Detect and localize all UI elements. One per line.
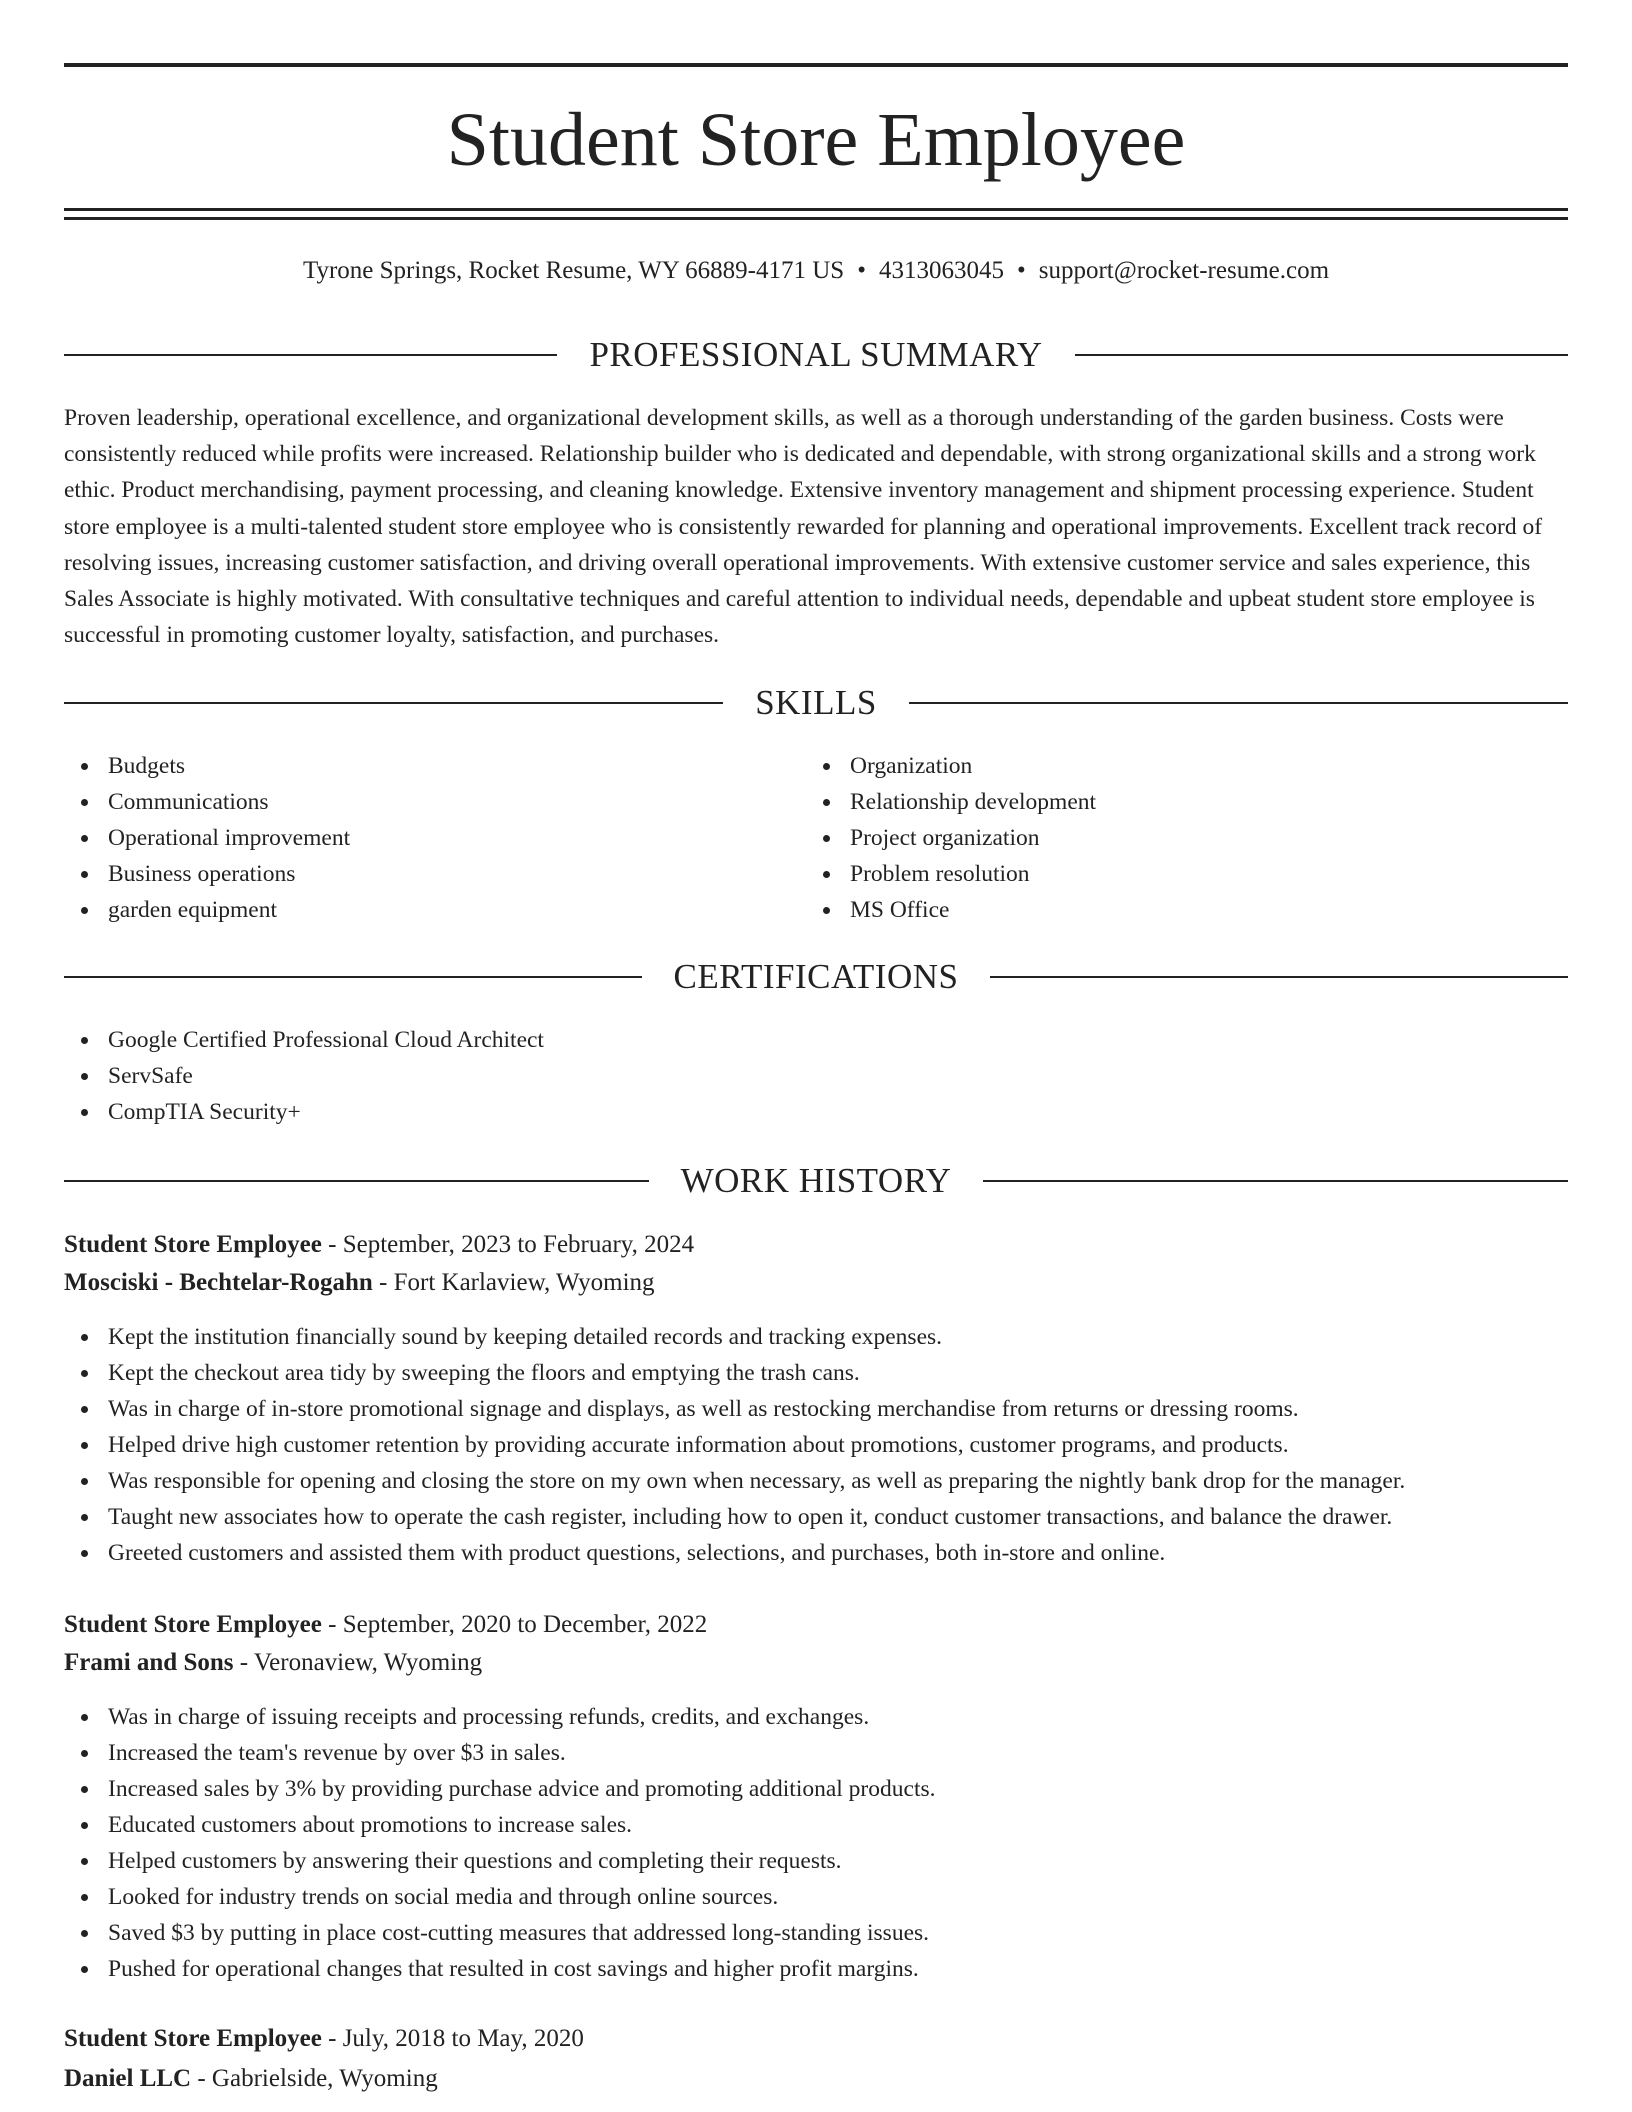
job-title: Student Store Employee	[64, 1231, 322, 1258]
section-title: PROFESSIONAL SUMMARY	[589, 335, 1043, 374]
title-double-rule	[64, 208, 1568, 220]
certifications-list	[64, 1022, 1568, 1130]
contact-phone: 4313063045	[878, 257, 1004, 284]
skills-list-right	[806, 748, 1506, 928]
job-duties-list	[64, 1319, 1568, 1571]
section-heading-certifications	[64, 955, 1568, 999]
list-item: Problem resolution	[806, 856, 1506, 892]
section-heading-summary	[64, 333, 1568, 377]
certifications-block	[64, 1022, 1568, 1130]
job-duties	[64, 1699, 1568, 1987]
top-rule	[64, 63, 1568, 67]
job-title-line	[64, 1607, 1568, 1643]
list-item: Increased sales by 3% by providing purchase advice and promoting additional products.	[64, 1771, 1568, 1807]
heading-rule	[64, 354, 557, 356]
list-item: Project organization	[806, 820, 1506, 856]
list-item: Budgets	[64, 748, 764, 784]
list-item: Educated customers about promotions to increase sales.	[64, 1807, 1568, 1843]
job-title: Student Store Employee	[64, 2025, 322, 2052]
list-item: Business operations	[64, 856, 764, 892]
list-item: Increased the team's revenue by over $3 in sales.	[64, 1735, 1568, 1771]
section-title: CERTIFICATIONS	[673, 957, 959, 996]
list-item: CompTIA Security+	[64, 1094, 1568, 1130]
heading-rule	[909, 702, 1568, 704]
section-title: SKILLS	[755, 683, 877, 722]
section-title: WORK HISTORY	[680, 1161, 952, 1200]
bullet-separator: •	[1016, 257, 1026, 284]
list-item: MS Office	[806, 892, 1506, 928]
list-item: Operational improvement	[64, 820, 764, 856]
list-item: Helped customers by answering their questions and completing their requests.	[64, 1843, 1568, 1879]
contact-line	[64, 254, 1568, 288]
contact-address: Tyrone Springs, Rocket Resume, WY 66889-4171 US	[302, 257, 845, 284]
section-heading-work-history	[64, 1159, 1568, 1203]
job-location: - Fort Karlaview, Wyoming	[372, 1269, 655, 1296]
list-item: Was responsible for opening and closing the store on my own when necessary, as well as preparing the nightly bank drop for the manager.	[64, 1463, 1568, 1499]
job-company: Frami and Sons	[64, 1649, 234, 1676]
contact-email: support@rocket-resume.com	[1038, 257, 1330, 284]
list-item: Was in charge of in-store promotional signage and displays, as well as restocking merchandise from returns or dressing rooms.	[64, 1391, 1568, 1427]
list-item: Relationship development	[806, 784, 1506, 820]
job-company-line	[64, 2061, 1568, 2097]
resume-title: Student Store Employee	[446, 98, 1186, 182]
job-company: Mosciski - Bechtelar-Rogahn	[64, 1269, 373, 1296]
section-heading-skills	[64, 681, 1568, 725]
list-item: Pushed for operational changes that resulted in cost savings and higher profit margins.	[64, 1951, 1568, 1987]
skills-list-left	[64, 748, 764, 928]
heading-rule	[990, 976, 1568, 978]
skills-left-column	[64, 748, 764, 928]
job-title: Student Store Employee	[64, 1611, 322, 1638]
list-item: Taught new associates how to operate the cash register, including how to open it, conduct customer transactions, and balance the drawer.	[64, 1499, 1568, 1535]
list-item: Organization	[806, 748, 1506, 784]
list-item: Google Certified Professional Cloud Architect	[64, 1022, 1568, 1058]
list-item: Communications	[64, 784, 764, 820]
list-item: Kept the checkout area tidy by sweeping the floors and emptying the trash cans.	[64, 1355, 1568, 1391]
job-dates: - September, 2020 to December, 2022	[321, 1611, 708, 1638]
bullet-separator: •	[857, 257, 866, 284]
job-company: Daniel LLC	[64, 2065, 192, 2092]
skills-right-column	[806, 748, 1506, 928]
summary-text: Proven leadership, operational excellence, and organizational development skills, as well as a thorough understanding of the garden business. Costs were consistently reduced while profits were increased. Relationship builder who is dedicated and dependable, with strong organizational skills and a strong work ethic. Product merchandising, payment processing, and cleaning knowledge. Extensive inventory management and shipment processing experience. Student store employee is a multi-talented student store employee who is consistently rewarded for planning and operational improvements. Excellent track record of resolving issues, increasing customer satisfaction, and driving overall operational improvements. With extensive customer service and sales experience, this Sales Associate is highly motivated. With consultative techniques and careful attention to individual needs, dependable and upbeat student store employee is successful in promoting customer loyalty, satisfaction, and purchases.	[64, 405, 1543, 649]
list-item: Greeted customers and assisted them with product questions, selections, and purchases, both in-store and online.	[64, 1535, 1568, 1571]
job-duties	[64, 1319, 1568, 1571]
job-company-line	[64, 1265, 1568, 1301]
list-item: ServSafe	[64, 1058, 1568, 1094]
list-item: Was in charge of issuing receipts and processing refunds, credits, and exchanges.	[64, 1699, 1568, 1735]
job-location: - Gabrielside, Wyoming	[191, 2065, 438, 2092]
heading-rule	[64, 702, 723, 704]
list-item: Saved $3 by putting in place cost-cutting measures that addressed long-standing issues.	[64, 1915, 1568, 1951]
list-item: garden equipment	[64, 892, 764, 928]
heading-rule	[64, 1180, 649, 1182]
list-item: Helped drive high customer retention by providing accurate information about promotions, customer programs, and products.	[64, 1427, 1568, 1463]
job-title-line	[64, 1227, 1568, 1263]
job-company-line	[64, 1645, 1568, 1681]
job-duties-list	[64, 1699, 1568, 1987]
heading-rule	[64, 976, 642, 978]
list-item: Looked for industry trends on social media and through online sources.	[64, 1879, 1568, 1915]
job-title-line	[64, 2021, 1568, 2057]
job-location: - Veronaview, Wyoming	[233, 1649, 483, 1676]
heading-rule	[1075, 354, 1568, 356]
job-dates: - September, 2023 to February, 2024	[321, 1231, 695, 1258]
heading-rule	[983, 1180, 1568, 1182]
job-dates: - July, 2018 to May, 2020	[321, 2025, 584, 2052]
list-item: Kept the institution financially sound by keeping detailed records and tracking expenses.	[64, 1319, 1568, 1355]
